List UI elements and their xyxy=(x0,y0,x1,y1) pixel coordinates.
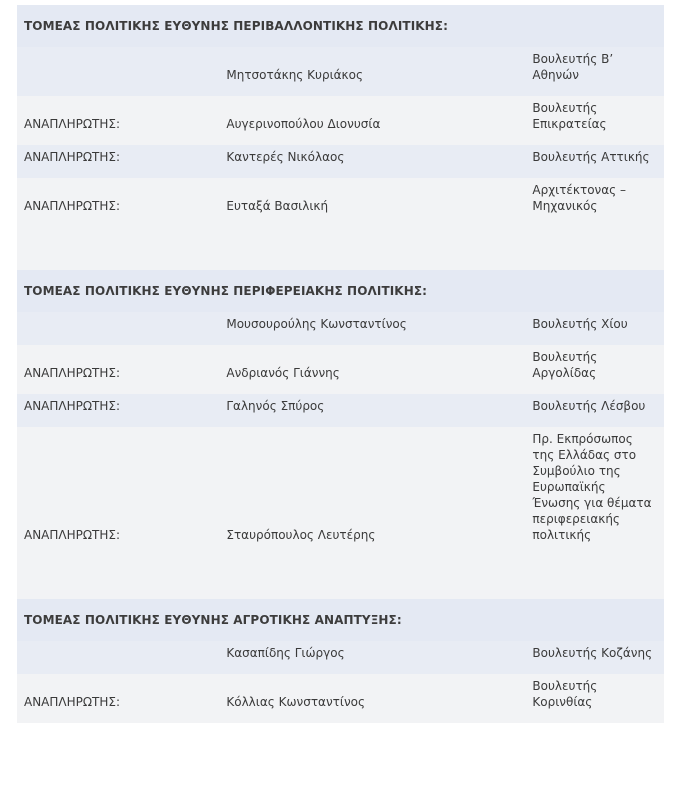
name-cell: Αυγερινοπούλου Διονυσία xyxy=(226,117,381,131)
table-row xyxy=(17,427,664,556)
table-row xyxy=(17,312,664,345)
table-row xyxy=(17,96,664,145)
table-row xyxy=(17,178,664,227)
role-cell: ΑΝΑΠΛΗΡΩΤΗΣ: xyxy=(24,695,121,709)
table-row xyxy=(17,394,664,427)
spacer-row xyxy=(17,556,664,599)
name-cell: Ανδριανός Γιάννης xyxy=(226,366,340,380)
position-cell: Βουλευτής Αττικής xyxy=(532,150,650,164)
section-header xyxy=(17,5,664,47)
name-cell: Γαληνός Σπύρος xyxy=(226,399,325,413)
name-cell: Καντερές Νικόλαος xyxy=(226,150,345,164)
table-row xyxy=(17,145,664,178)
role-cell: ΑΝΑΠΛΗΡΩΤΗΣ: xyxy=(24,366,121,380)
position-cell: Βουλευτής Β’ Αθηνών xyxy=(532,52,614,82)
committee-table xyxy=(17,5,664,723)
role-cell: ΑΝΑΠΛΗΡΩΤΗΣ: xyxy=(24,399,121,413)
position-cell: Πρ. Εκπρόσωπος της Ελλάδας στο Συμβούλιο της Ευρωπαϊκής Ένωσης για θέματα περιφερειακής πολιτικής xyxy=(532,432,652,542)
role-cell: ΑΝΑΠΛΗΡΩΤΗΣ: xyxy=(24,528,121,542)
name-cell: Κόλλιας Κωνσταντίνος xyxy=(226,695,366,709)
table-row xyxy=(17,641,664,674)
name-cell: Μητσοτάκης Κυριάκος xyxy=(226,68,364,82)
section-header xyxy=(17,599,664,641)
section-title: ΤΟΜΕΑΣ ΠΟΛΙΤΙΚΗΣ ΕΥΘΥΝΗΣ ΠΕΡΙΦΕΡΕΙΑΚΗΣ ΠΟΛΙΤΙΚΗΣ: xyxy=(24,284,428,298)
name-cell: Ευταξά Βασιλική xyxy=(226,199,329,213)
name-cell: Σταυρόπουλος Λευτέρης xyxy=(226,528,376,542)
position-cell: Βουλευτής Κορινθίας xyxy=(532,679,598,709)
position-cell: Βουλευτής Λέσβου xyxy=(532,399,646,413)
table-row xyxy=(17,47,664,96)
table-row xyxy=(17,674,664,723)
role-cell: ΑΝΑΠΛΗΡΩΤΗΣ: xyxy=(24,117,121,131)
position-cell: Αρχιτέκτονας – Μηχανικός xyxy=(532,183,627,213)
name-cell: Μουσουρούλης Κωνσταντίνος xyxy=(226,317,407,331)
position-cell: Βουλευτής Αργολίδας xyxy=(532,350,598,380)
section-title: ΤΟΜΕΑΣ ΠΟΛΙΤΙΚΗΣ ΕΥΘΥΝΗΣ ΠΕΡΙΒΑΛΛΟΝΤΙΚΗΣ ΠΟΛΙΤΙΚΗΣ: xyxy=(24,19,448,33)
section-title: ΤΟΜΕΑΣ ΠΟΛΙΤΙΚΗΣ ΕΥΘΥΝΗΣ ΑΓΡΟΤΙΚΗΣ ΑΝΑΠΤΥΞΗΣ: xyxy=(24,613,402,627)
position-cell: Βουλευτής Επικρατείας xyxy=(532,101,607,131)
section-header xyxy=(17,270,664,312)
table-row xyxy=(17,345,664,394)
position-cell: Βουλευτής Κοζάνης xyxy=(532,646,653,660)
role-cell: ΑΝΑΠΛΗΡΩΤΗΣ: xyxy=(24,199,121,213)
spacer-row xyxy=(17,227,664,270)
role-cell: ΑΝΑΠΛΗΡΩΤΗΣ: xyxy=(24,150,121,164)
name-cell: Κασαπίδης Γιώργος xyxy=(226,646,345,660)
position-cell: Βουλευτής Χίου xyxy=(532,317,628,331)
